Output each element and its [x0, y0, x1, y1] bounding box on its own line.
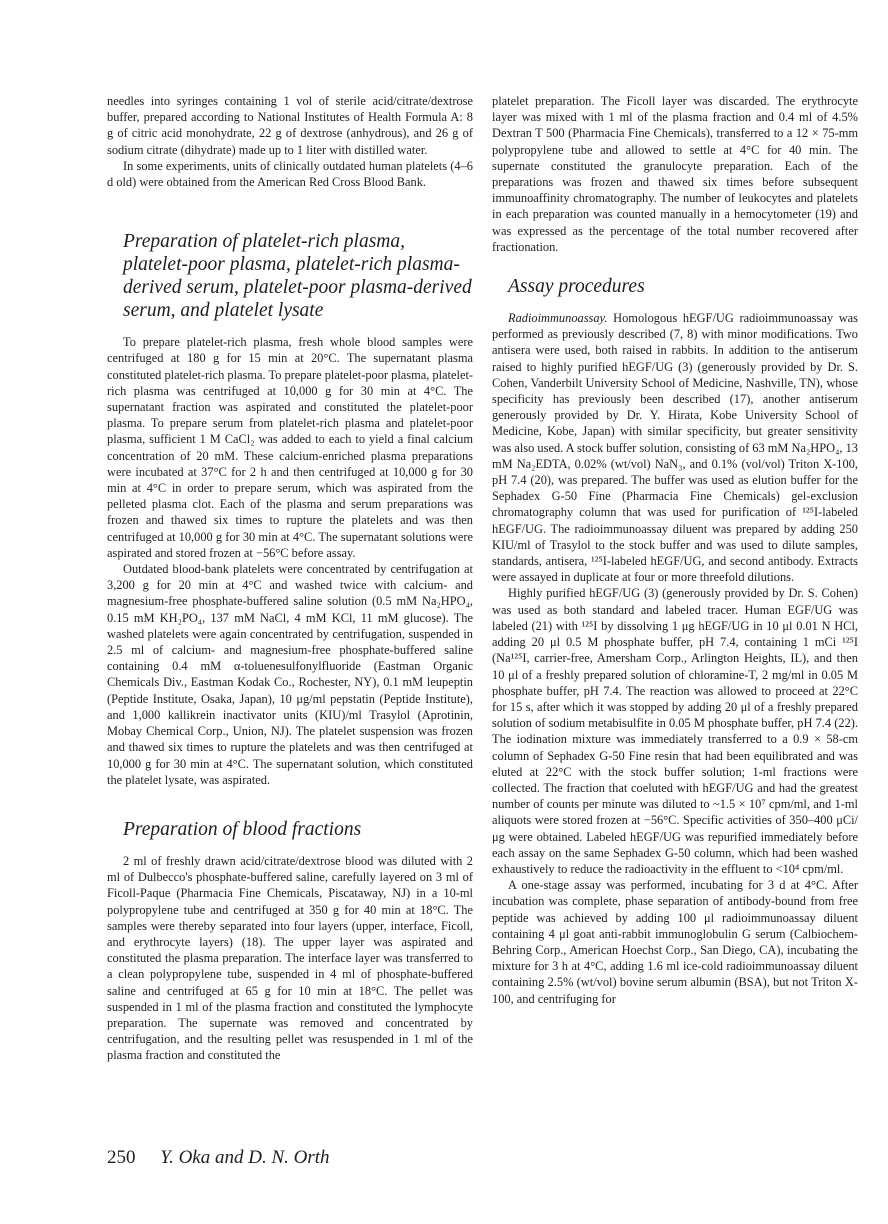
run-in-heading-radioimmunoassay: Radioimmunoassay. [508, 311, 608, 326]
paragraph-intro-2: In some experiments, units of clinically outdated human platelets (4–6 d old) were obtained from the American Red Cross Blood Bank. [107, 158, 473, 190]
paragraph-radioimmunoassay-3: A one-stage assay was performed, incubating for 3 d at 4°C. After incubation was complete, phase separation of antibody-bound from free peptide was achieved by adding 100 μl radioimmunoassay diluent containing 4 μl goat anti-rabbit immunoglobulin G serum (Calbiochem-Behring Corp., American Hoechst Corp., San Diego, CA), incubating the mixture for 3 h at 4°C, adding 1.6 ml ice-cold radioimmunoassay diluent containing 2.5% (wt/vol) bovine serum albumin (BSA), but not Triton X-100, and centrifuging for [492, 878, 858, 1006]
running-authors: Y. Oka and D. N. Orth [160, 1147, 330, 1168]
paragraph-platelet-2: Outdated blood-bank platelets were concentrated by centrifugation at 3,200 g for 20 min at 4°C and washed twice with calcium- and magnesium-free phosphate-buffered saline solution (0.5 mM Na₂HPO₄, 0.15 mM KH₂PO₄, 137 mM NaCl, 4 mM KCl, 11 mM glucose). The washed platelets were again concentrated by centrifugation, suspended in 2.5 ml of calcium- and magnesium-free phosphate-buffered saline containing 0.4 mM α-toluenesulfonylfluoride (Eastman Organic Chemicals Div., Eastman Kodak Co., Rochester, NY), 0.1 mM leupeptin (Peptide Institute, Osaka, Japan), 10 μg/ml pepstatin (Peptide Institute), and 1,000 kallikrein inactivator units (KIU)/ml Trasylol (Aprotinin, Mobay Chemical Corp., Union, NJ). The platelet suspension was frozen and thawed six times to rupture the platelets and was then centrifuged at 10,000 g for 30 min at 4°C. The supernatant solution, which constituted the platelet lysate, was aspirated. [107, 562, 473, 787]
paragraph-intro-1: needles into syringes containing 1 vol of sterile acid/citrate/dextrose buffer, prepared according to National Institutes of Health Formula A: 8 g of citric acid monohydrate, 22 g of dextrose (anhydrous), and 26 g of sodium citrate (dihydrate) made up to 1 liter with distilled water. [107, 94, 473, 157]
section-heading-assay: Assay procedures [508, 276, 645, 298]
left-column [107, 93, 473, 1064]
paragraph-radioimmunoassay-1 [492, 310, 858, 585]
section-heading-platelet: Preparation of platelet-rich plasma, platelet-poor plasma, platelet-rich plasma-derived serum, platelet-poor plasma-derived serum, and platelet lysate [123, 231, 472, 322]
section-heading-blood-fractions: Preparation of blood fractions [123, 818, 362, 840]
page-number: 250 [107, 1147, 136, 1168]
paragraph-platelet-1: To prepare platelet-rich plasma, fresh whole blood samples were centrifuged at 180 g for 15 min at 20°C. The supernatant plasma constituted platelet-rich plasma. To prepare platelet-poor plasma, platelet-rich plasma was centrifuged at 10,000 g for 30 min at 4°C. The supernatant fraction was aspirated and constituted the platelet-poor plasma. To prepare serum from platelet-rich plasma and platelet-poor plasma, sufficient 1 M CaCl₂ was added to each to yield a final calcium concentration of 20 mM. These calcium-enriched plasma preparations were incubated at 37°C for 2 h and then centrifuged at 10,000 g for 30 min at 4°C in order to prepare serum, which was aspirated from the pelleted plasma clot. Each of the plasma and serum preparations was frozen and thawed six times to rupture the platelets and was then centrifuged at 10,000 g for 30 min at 4°C. The supernatant solutions were aspirated and stored frozen at −56°C before assay. [107, 335, 474, 560]
paragraph-radioimmunoassay-2: Highly purified hEGF/UG (3) (generously provided by Dr. S. Cohen) was used as both standard and labeled tracer. Human EGF/UG was labeled (21) with ¹²⁵I by dissolving 1 μg hEGF/UG in 10 μl 0.01 N HCl, adding 20 μl 0.5 M phosphate buffer, pH 7.4, containing 1 mCi ¹²⁵I (Na¹²⁵I, carrier-free, Amersham Corp., Arlington Heights, IL), and then 10 μl of a freshly prepared solution of chloramine-T, 2 mg/ml in 0.05 M phosphate buffer, pH 7.4. The reaction was allowed to proceed at 22°C for 15 s, after which it was stopped by adding 20 μl of a freshly prepared solution of sodium metabisulfite in 0.05 M phosphate buffer, pH 7.4 (22). The iodination mixture was immediately transferred to a 0.9 × 58-cm column of Sephadex G-50 Fine resin that had been equilibrated and was eluted at 22°C with the stock buffer solution; 1-ml fractions were collected. The fraction that coeluted with hEGF/UG and had the greatest number of counts per minute was diluted to ~1.5 × 10⁷ cpm/ml, and 1-ml aliquots were stored frozen at −56°C. Specific activities of 350–400 μCi/μg were obtained. Labeled hEGF/UG was repurified immediately before each assay on the same Sephadex G-50 column, which had been washed exhaustively to reduce the radioactivity in the effluent to <10⁴ cpm/ml. [492, 586, 858, 876]
right-column [492, 93, 858, 1007]
page-footer [107, 1146, 330, 1170]
radioimmunoassay-text: Homologous hEGF/UG radioimmunoassay was performed as previously described (7, 8) with minor modifications. Two antisera were used, both raised in rabbits. In addition to the antiserum raised to highly purified hEGF/UG (3) (generously provided by Dr. S. Cohen, Vanderbilt University School of Medicine, Nashville, TN), whose specificity has previously been described (17), another antiserum generously provided by Dr. Y. Hirata, Kobe University School of Medicine, Kobe, Japan) with similar specificity, but greater sensitivity was also used. A stock buffer solution, consisting of 63 mM Na₂HPO₄, 13 mM Na₂EDTA, 0.02% (wt/vol) NaN₃, and 0.1% (vol/vol) Triton X-100, pH 7.4 (20), was prepared. The buffer was used as elution buffer for the Sephadex G-50 Fine (Pharmacia Fine Chemicals) gel-exclusion chromatography column that was used for purification of ¹²⁵I-labeled hEGF/UG. The radioimmunoassay diluent was prepared by adding 250 KIU/ml of Trasylol to the stock buffer and was used to dilute samples, standards, antisera, ¹²⁵I-labeled hEGF/UG, and second antibody. Extracts were assayed in duplicate at four or more threefold dilutions. [492, 311, 859, 585]
paragraph-blood-1: 2 ml of freshly drawn acid/citrate/dextrose blood was diluted with 2 ml of Dulbecco's phosphate-buffered saline, carefully layered on 3 ml of Ficoll-Paque (Pharmacia Fine Chemicals, Piscataway, NJ) in a 10-ml polypropylene tube and centrifuged at 350 g for 40 min at 18°C. The samples were thereby separated into four layers (upper, interface, Ficoll, and erythrocyte layers) (18). The upper layer was aspirated and constituted the plasma preparation. The interface layer was transferred to a clean polypropylene tube, suspended in 4 ml of phosphate-buffered saline and centrifuged at 65 g for 10 min at 18°C. The pellet was suspended in 1 ml of the plasma fraction and constituted the lymphocyte preparation. The supernate was removed and concentrated by centrifugation, and the resulting pellet was resuspended in 1 ml of the plasma fraction and constituted the [107, 853, 473, 1063]
paragraph-continuation: platelet preparation. The Ficoll layer was discarded. The erythrocyte layer was mixed with 1 ml of the plasma fraction and 0.4 ml of 4.5% Dextran T 500 (Pharmacia Fine Chemicals), transferred to a 12 × 75-mm polypropylene tube and allowed to settle at 4°C for 40 min. The supernate constituted the granulocyte preparation. Each of the preparations was frozen and thawed six times before subsequent immunoaffinity chromatography. The number of leukocytes and platelets in each preparation was counted manually in a hemocytometer (19) and was expressed as the percentage of the total number recovered after fractionation. [492, 94, 858, 254]
